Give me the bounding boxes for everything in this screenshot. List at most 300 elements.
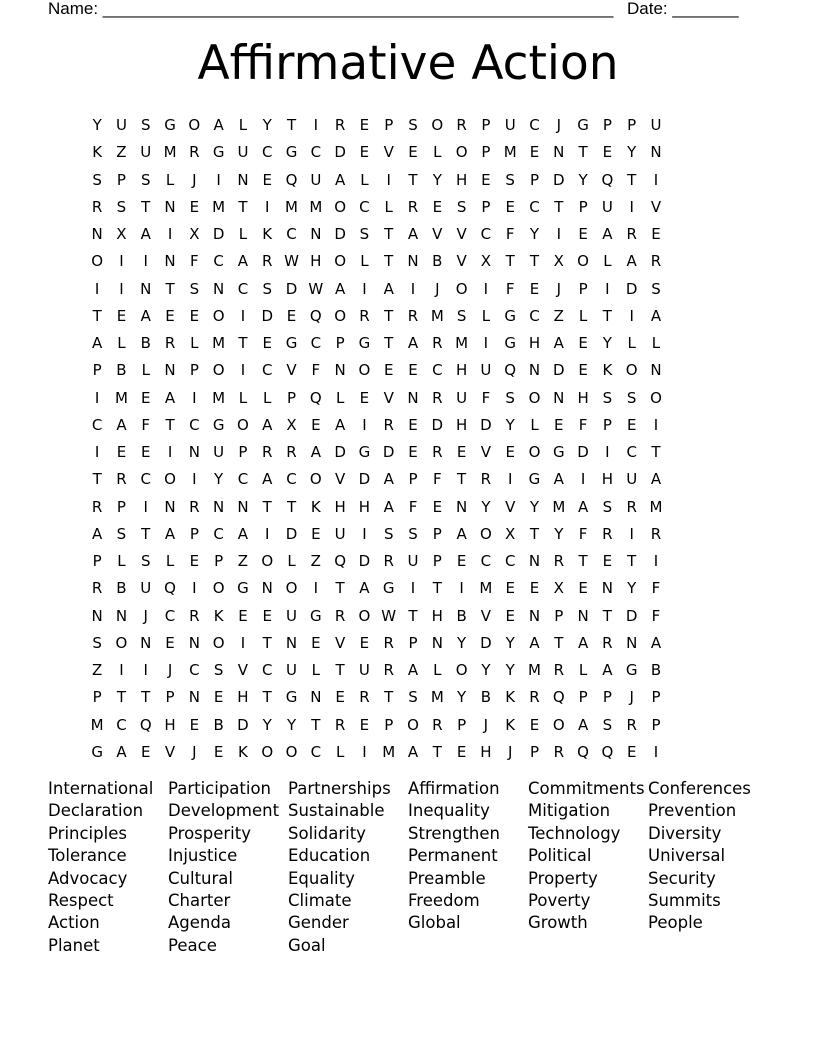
grid-letter: A	[359, 579, 370, 598]
grid-letter: G	[358, 334, 371, 352]
grid-letter: T	[384, 306, 394, 325]
grid-letter: I	[410, 579, 416, 598]
grid-letter: Y	[505, 415, 515, 434]
grid-letter: J	[167, 661, 173, 679]
grid-letter: N	[188, 633, 200, 652]
grid-letter: B	[432, 252, 443, 271]
grid-letter: R	[626, 225, 637, 243]
grid-row	[85, 167, 668, 194]
grid-letter: V	[237, 661, 249, 679]
grid-letter: E	[554, 415, 564, 434]
word-list-item: Conferences	[648, 779, 751, 798]
grid-letter: R	[650, 252, 662, 271]
grid-letter: U	[310, 170, 322, 189]
grid-letter: Q	[552, 688, 565, 707]
grid-letter: L	[384, 197, 393, 216]
grid-letter: I	[119, 279, 124, 298]
grid-letter: P	[602, 688, 612, 707]
grid-letter: P	[651, 688, 661, 707]
grid-letter: L	[238, 225, 248, 243]
grid-letter: I	[94, 443, 100, 461]
grid-letter: R	[529, 688, 540, 707]
grid-letter: I	[483, 334, 489, 352]
grid-letter: Y	[627, 143, 637, 162]
word-list-item: Tolerance	[48, 846, 127, 866]
grid-letter: X	[189, 225, 200, 243]
grid-letter: Y	[481, 497, 491, 516]
grid-letter: L	[311, 661, 320, 679]
grid-letter: T	[384, 688, 394, 707]
grid-letter: O	[164, 470, 176, 489]
word-column	[528, 778, 648, 935]
grid-letter: R	[602, 633, 613, 652]
grid-letter: A	[529, 633, 540, 652]
grid-letter: N	[237, 170, 249, 189]
grid-letter: C	[237, 470, 249, 489]
grid-letter: X	[286, 415, 297, 434]
grid-letter: N	[285, 633, 298, 652]
grid-letter: A	[116, 742, 127, 761]
grid-letter: A	[310, 443, 321, 461]
grid-letter: L	[360, 252, 369, 271]
grid-letter: P	[627, 116, 637, 134]
grid-letter: A	[407, 225, 419, 243]
grid-letter: E	[262, 170, 272, 189]
grid-letter: G	[285, 143, 298, 162]
grid-letter: N	[213, 279, 225, 298]
grid-letter: N	[310, 688, 322, 707]
grid-letter: F	[190, 252, 199, 271]
grid-letter: O	[309, 470, 322, 489]
grid-letter: E	[213, 688, 224, 707]
grid-letter: G	[164, 116, 176, 134]
grid-letter: K	[92, 143, 103, 162]
grid-letter: C	[91, 415, 103, 434]
grid-letter: S	[456, 306, 467, 325]
grid-letter: T	[141, 688, 151, 707]
grid-letter: G	[285, 334, 298, 352]
grid-letter: O	[285, 742, 298, 761]
grid-letter: U	[650, 116, 662, 134]
grid-letter: Y	[92, 116, 102, 134]
grid-letter: X	[116, 225, 127, 243]
word-list-item: Strengthen	[408, 823, 500, 843]
grid-letter: A	[602, 225, 613, 243]
grid-letter: T	[627, 552, 637, 570]
grid-letter: R	[359, 688, 370, 707]
grid-letter: J	[143, 606, 148, 625]
grid-letter: A	[602, 661, 613, 679]
grid-letter: M	[163, 143, 177, 162]
grid-letter: R	[334, 606, 346, 625]
grid-letter: F	[651, 606, 661, 625]
grid-letter: P	[481, 143, 491, 162]
grid-letter: O	[285, 579, 298, 598]
grid-letter: D	[212, 225, 225, 243]
grid-row	[85, 739, 668, 766]
grid-row	[85, 330, 668, 357]
grid-letter: T	[432, 579, 442, 598]
grid-letter: F	[432, 470, 442, 489]
grid-letter: I	[410, 279, 416, 298]
grid-row	[85, 466, 668, 493]
word-list-item: Peace	[168, 935, 217, 955]
grid-letter: O	[261, 742, 274, 761]
grid-letter: A	[140, 306, 151, 325]
word-list-item: Advocacy	[48, 868, 128, 888]
grid-letter: P	[408, 633, 418, 652]
letter-grid	[85, 112, 668, 766]
grid-letter: R	[626, 715, 637, 734]
grid-letter: C	[529, 197, 540, 216]
grid-letter: I	[94, 279, 100, 298]
grid-letter: E	[578, 225, 588, 243]
grid-letter: L	[190, 334, 199, 352]
grid-letter: S	[408, 116, 418, 134]
grid-letter: R	[383, 661, 394, 679]
grid-letter: D	[334, 225, 346, 243]
word-column	[288, 778, 408, 957]
grid-letter: F	[408, 497, 418, 516]
grid-letter: P	[529, 742, 540, 761]
grid-letter: N	[577, 606, 589, 625]
grid-letter: J	[192, 170, 197, 189]
grid-letter: I	[94, 388, 100, 407]
word-list-item: Action	[48, 913, 100, 933]
grid-letter: E	[262, 334, 272, 352]
grid-letter: O	[334, 306, 347, 325]
grid-row	[85, 248, 668, 275]
word-list-item: Freedom	[408, 890, 480, 910]
grid-letter: K	[213, 606, 224, 625]
grid-letter: I	[240, 306, 246, 325]
grid-letter: J	[556, 279, 561, 298]
grid-letter: I	[265, 524, 270, 543]
grid-letter: D	[625, 279, 638, 298]
grid-letter: O	[91, 252, 104, 271]
grid-letter: N	[140, 279, 152, 298]
grid-letter: C	[140, 470, 151, 489]
grid-letter: T	[384, 252, 394, 271]
grid-letter: T	[578, 552, 588, 570]
grid-letter: R	[480, 470, 492, 489]
grid-letter: I	[483, 279, 489, 298]
word-list-item: Declaration	[48, 801, 144, 821]
grid-letter: E	[311, 524, 321, 543]
grid-letter: N	[528, 606, 541, 625]
grid-letter: H	[577, 388, 589, 407]
grid-letter: S	[92, 170, 102, 189]
word-list-item: Global	[408, 913, 461, 933]
word-list-item: Solidarity	[288, 823, 366, 843]
grid-row	[85, 276, 668, 303]
grid-letter: I	[629, 197, 634, 216]
grid-letter: T	[165, 415, 175, 434]
grid-letter: R	[553, 742, 564, 761]
grid-letter: E	[626, 415, 637, 434]
grid-letter: Y	[529, 497, 540, 516]
grid-letter: O	[407, 715, 419, 734]
grid-letter: D	[334, 143, 346, 162]
grid-letter: O	[334, 197, 347, 216]
grid-letter: T	[408, 606, 418, 625]
grid-letter: A	[383, 279, 394, 298]
grid-letter: I	[653, 170, 659, 189]
grid-letter: O	[358, 361, 371, 380]
grid-letter: L	[530, 415, 539, 434]
grid-letter: A	[237, 524, 249, 543]
grid-letter: T	[651, 443, 661, 461]
grid-letter: I	[240, 633, 246, 652]
grid-letter: Q	[139, 715, 152, 734]
grid-letter: C	[310, 334, 322, 352]
grid-letter: M	[212, 388, 226, 407]
date-field: Date: _______	[627, 0, 739, 18]
grid-letter: R	[383, 552, 394, 570]
grid-letter: P	[432, 524, 442, 543]
grid-letter: E	[432, 197, 443, 216]
grid-letter: Y	[578, 170, 588, 189]
grid-letter: S	[359, 225, 370, 243]
grid-letter: N	[334, 361, 346, 380]
grid-letter: O	[479, 524, 492, 543]
grid-letter: R	[383, 415, 394, 434]
grid-letter: A	[213, 116, 224, 134]
grid-letter: R	[602, 524, 613, 543]
grid-letter: C	[626, 443, 637, 461]
grid-letter: J	[629, 688, 634, 707]
grid-letter: Q	[504, 361, 517, 380]
grid-letter: H	[480, 742, 492, 761]
grid-letter: I	[556, 225, 561, 243]
grid-letter: I	[192, 388, 197, 407]
grid-letter: V	[480, 606, 492, 625]
grid-letter: M	[649, 497, 663, 516]
grid-letter: L	[578, 306, 588, 325]
grid-letter: I	[265, 197, 270, 216]
grid-letter: L	[117, 334, 126, 352]
grid-letter: F	[505, 225, 515, 243]
grid-letter: I	[605, 279, 610, 298]
grid-letter: L	[141, 361, 150, 380]
word-list-item: Technology	[528, 823, 621, 843]
grid-row	[85, 303, 668, 330]
grid-letter: U	[286, 606, 298, 625]
grid-letter: S	[626, 388, 637, 407]
grid-letter: A	[383, 497, 394, 516]
grid-letter: V	[456, 252, 467, 271]
grid-letter: T	[554, 633, 564, 652]
grid-letter: E	[529, 715, 540, 734]
grid-letter: Y	[554, 524, 564, 543]
grid-letter: D	[285, 279, 298, 298]
grid-letter: D	[577, 443, 589, 461]
grid-row	[85, 494, 668, 521]
grid-letter: L	[335, 742, 345, 761]
grid-letter: I	[362, 279, 367, 298]
grid-letter: P	[238, 443, 248, 461]
grid-letter: V	[164, 742, 176, 761]
grid-letter: R	[91, 197, 103, 216]
word-list-item: Poverty	[528, 890, 591, 910]
grid-row	[85, 657, 668, 684]
grid-letter: E	[359, 715, 370, 734]
grid-letter: V	[650, 197, 662, 216]
grid-letter: T	[141, 524, 151, 543]
word-list-item: Summits	[648, 890, 721, 910]
grid-letter: C	[213, 524, 224, 543]
grid-letter: T	[286, 497, 297, 516]
grid-letter: A	[626, 252, 637, 271]
grid-letter: I	[313, 579, 319, 598]
grid-letter: R	[383, 633, 394, 652]
word-list-item: Climate	[288, 890, 352, 910]
word-list-item: People	[648, 913, 703, 933]
grid-letter: B	[116, 579, 127, 598]
grid-letter: J	[507, 742, 513, 761]
grid-letter: A	[164, 524, 176, 543]
grid-letter: Y	[505, 661, 515, 679]
grid-letter: D	[431, 415, 444, 434]
word-column	[648, 778, 768, 935]
grid-letter: T	[116, 688, 127, 707]
grid-letter: B	[456, 606, 467, 625]
grid-letter: P	[116, 170, 126, 189]
grid-letter: J	[556, 116, 561, 134]
grid-letter: U	[286, 661, 298, 679]
grid-letter: U	[237, 143, 249, 162]
grid-letter: N	[601, 579, 613, 598]
word-list-item: Sustainable	[288, 801, 385, 821]
grid-letter: R	[91, 579, 103, 598]
grid-letter: E	[335, 688, 345, 707]
word-list-item: Permanent	[408, 846, 498, 866]
grid-letter: R	[262, 252, 273, 271]
grid-letter: T	[238, 197, 248, 216]
grid-letter: T	[141, 197, 151, 216]
grid-letter: O	[455, 661, 468, 679]
grid-letter: N	[164, 497, 176, 516]
grid-letter: G	[212, 415, 225, 434]
grid-letter: M	[430, 688, 444, 707]
grid-letter: H	[455, 170, 468, 189]
grid-letter: V	[286, 361, 297, 380]
grid-letter: U	[140, 143, 152, 162]
grid-letter: X	[480, 252, 492, 271]
grid-letter: P	[578, 279, 588, 298]
grid-letter: A	[650, 633, 662, 652]
grid-letter: S	[602, 497, 613, 516]
grid-row	[85, 603, 668, 630]
grid-letter: P	[432, 552, 442, 570]
grid-letter: E	[311, 633, 321, 652]
grid-letter: E	[578, 361, 588, 380]
grid-letter: H	[334, 497, 346, 516]
grid-letter: R	[286, 443, 297, 461]
grid-letter: C	[189, 415, 200, 434]
grid-letter: P	[92, 552, 102, 570]
grid-letter: Y	[529, 225, 540, 243]
grid-letter: F	[651, 579, 661, 598]
word-list-item: International	[48, 779, 154, 798]
grid-letter: E	[238, 606, 248, 625]
grid-letter: P	[189, 361, 199, 380]
grid-letter: A	[407, 661, 419, 679]
grid-letter: E	[165, 633, 175, 652]
grid-letter: Y	[457, 688, 467, 707]
grid-letter: E	[141, 443, 151, 461]
grid-letter: P	[92, 688, 102, 707]
grid-letter: T	[627, 170, 637, 189]
grid-letter: D	[480, 633, 492, 652]
grid-letter: T	[432, 742, 442, 761]
word-list-item: Gender	[288, 913, 349, 933]
grid-letter: C	[480, 225, 492, 243]
grid-letter: A	[553, 334, 564, 352]
grid-letter: T	[529, 524, 540, 543]
grid-letter: I	[143, 497, 148, 516]
grid-letter: A	[650, 306, 662, 325]
grid-letter: Z	[92, 661, 103, 679]
grid-letter: N	[140, 633, 152, 652]
grid-letter: L	[578, 661, 588, 679]
page-title: Affirmative Action	[197, 36, 619, 91]
grid-letter: I	[605, 443, 610, 461]
grid-letter: P	[214, 552, 224, 570]
grid-letter: W	[381, 606, 397, 625]
grid-letter: Q	[601, 742, 614, 761]
grid-letter: S	[262, 279, 272, 298]
grid-letter: E	[626, 742, 637, 761]
grid-letter: L	[287, 552, 296, 570]
grid-row	[85, 548, 668, 575]
grid-letter: C	[164, 606, 176, 625]
grid-letter: E	[578, 334, 588, 352]
word-list-item: Property	[528, 868, 598, 888]
grid-letter: O	[212, 633, 225, 652]
grid-letter: A	[407, 334, 419, 352]
grid-letter: Y	[286, 715, 297, 734]
grid-letter: E	[408, 443, 418, 461]
grid-letter: I	[143, 661, 148, 679]
grid-letter: I	[459, 579, 464, 598]
grid-letter: K	[262, 225, 273, 243]
grid-letter: E	[359, 388, 370, 407]
grid-letter: N	[261, 579, 273, 598]
grid-row	[85, 194, 668, 221]
grid-letter: P	[602, 415, 612, 434]
grid-letter: M	[455, 334, 469, 352]
grid-letter: C	[504, 552, 516, 570]
grid-letter: P	[335, 334, 345, 352]
grid-letter: Y	[432, 170, 442, 189]
grid-letter: A	[650, 470, 662, 489]
grid-letter: O	[212, 361, 225, 380]
grid-letter: F	[578, 415, 588, 434]
grid-letter: A	[237, 252, 249, 271]
grid-letter: I	[580, 470, 586, 489]
grid-letter: E	[359, 143, 370, 162]
grid-letter: E	[481, 170, 491, 189]
grid-letter: A	[383, 470, 394, 489]
grid-letter: O	[455, 143, 468, 162]
grid-letter: G	[552, 443, 565, 461]
word-list-item: Inequality	[408, 801, 490, 821]
grid-letter: S	[408, 524, 418, 543]
grid-letter: Q	[285, 170, 298, 189]
grid-letter: F	[578, 524, 588, 543]
grid-letter: C	[359, 197, 370, 216]
